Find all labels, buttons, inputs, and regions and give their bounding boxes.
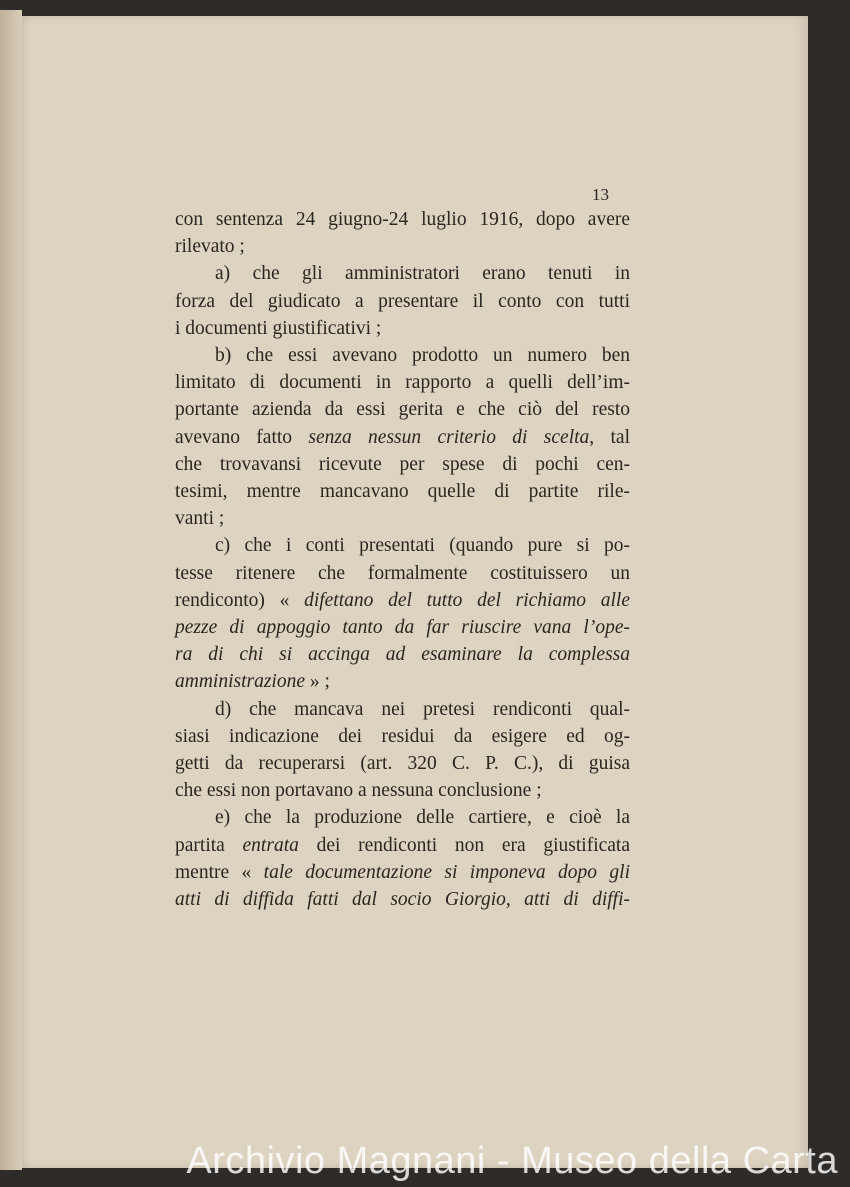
text-segment: e) che la produzione delle cartiere, e cioè la — [215, 807, 630, 829]
text-line — [175, 886, 630, 913]
text-line — [175, 641, 630, 668]
text-segment: b) che essi avevano prodotto un numero ben — [215, 345, 630, 367]
text-segment: tesimi, mentre mancavano quelle di partite rile- — [175, 481, 630, 503]
text-line — [175, 369, 630, 396]
archive-watermark: Archivio Magnani - Museo della Carta — [186, 1140, 838, 1182]
text-line — [175, 260, 630, 287]
text-line — [175, 342, 630, 369]
page-left-edge — [0, 10, 22, 1170]
text-segment: siasi indicazione dei residui da esigere ed og- — [175, 725, 630, 747]
text-segment: c) che i conti presentati (quando pure si po- — [215, 535, 630, 557]
text-line — [175, 614, 630, 641]
text-segment: i documenti giustificativi ; — [175, 317, 382, 339]
text-line — [175, 832, 630, 859]
text-segment: limitato di documenti in rapporto a quelli dell’im- — [175, 372, 630, 394]
text-line — [175, 478, 630, 505]
text-line — [175, 424, 630, 451]
italic-text: difettano del tutto del richiamo alle — [304, 589, 630, 611]
page-number: 13 — [592, 185, 609, 204]
text-segment: d) che mancava nei pretesi rendiconti qual- — [215, 698, 630, 720]
text-segment: con sentenza 24 giugno-24 luglio 1916, dopo avere — [175, 209, 630, 230]
text-line — [175, 859, 630, 886]
text-line — [175, 233, 630, 260]
text-line — [175, 560, 630, 587]
text-segment: che essi non portavano a nessuna conclusione ; — [175, 780, 542, 802]
text-segment: che trovavansi ricevute per spese di pochi cen- — [175, 453, 630, 475]
text-segment: getti da recuperarsi (art. 320 C. P. C.), di guisa — [175, 753, 630, 775]
italic-text: entrata — [242, 834, 299, 856]
text-segment: , tal — [589, 426, 630, 448]
text-segment: rendiconto) « — [175, 589, 305, 611]
text-line — [175, 288, 630, 315]
text-line — [175, 532, 630, 559]
text-line — [175, 587, 630, 614]
italic-text: tale documentazione si imponeva dopo gli — [263, 861, 630, 883]
text-line — [175, 451, 630, 478]
text-segment: dei rendiconti non era giustificata — [298, 834, 630, 856]
italic-text: senza nessun criterio di scelta — [308, 426, 590, 448]
body-text — [175, 206, 630, 913]
text-line — [175, 804, 630, 831]
text-segment: tesse ritenere che formalmente costituissero un — [175, 562, 630, 584]
text-line — [175, 750, 630, 777]
text-segment: forza del giudicato a presentare il conto con tutti — [175, 290, 630, 312]
text-line — [175, 206, 630, 233]
text-segment: mentre « — [175, 861, 264, 883]
italic-text: atti di diffida fatti dal socio Giorgio, atti di diffi- — [175, 889, 630, 911]
text-line — [175, 505, 630, 532]
text-line — [175, 315, 630, 342]
text-segment: a) che gli amministratori erano tenuti in — [215, 263, 630, 285]
text-line — [175, 696, 630, 723]
text-segment: avevano fatto — [175, 426, 309, 448]
text-segment: portante azienda da essi gerita e che ciò del resto — [175, 399, 630, 421]
text-line — [175, 396, 630, 423]
italic-text: pezze di appoggio tanto da far riuscire vana l’ope- — [175, 617, 630, 639]
text-segment: partita — [175, 834, 243, 856]
italic-text: amministrazione — [175, 671, 306, 693]
text-line — [175, 723, 630, 750]
text-line — [175, 777, 630, 804]
text-segment: » ; — [305, 671, 330, 693]
italic-text: ra di chi si accinga ad esaminare la complessa — [175, 644, 630, 666]
text-line — [175, 668, 630, 695]
text-segment: rilevato ; — [175, 236, 245, 258]
text-segment: vanti ; — [175, 508, 225, 530]
